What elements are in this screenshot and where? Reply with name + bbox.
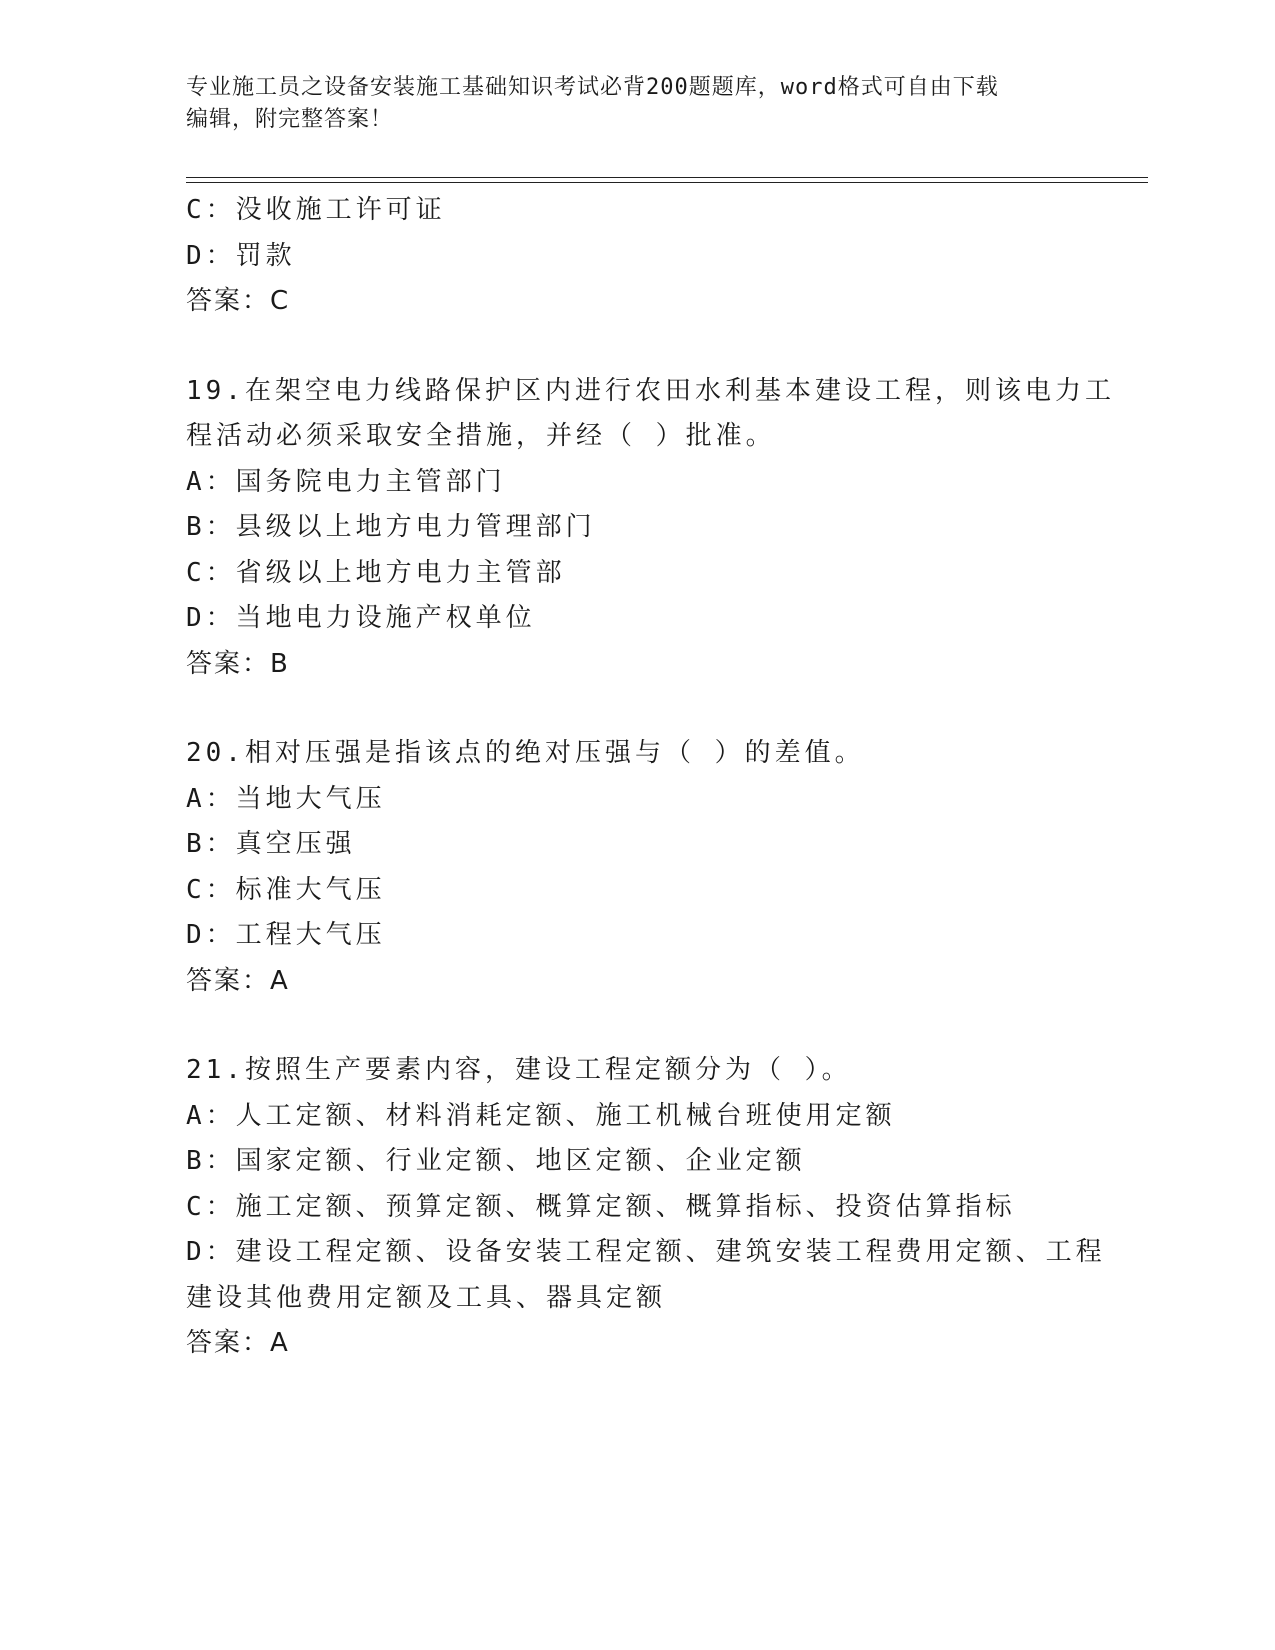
- question-21: [186, 1048, 1106, 1367]
- option-b: B：县级以上地方电力管理部门: [186, 512, 596, 542]
- option-a: A：人工定额、材料消耗定额、施工机械台班使用定额: [186, 1100, 896, 1131]
- question-stem-continued: 程活动必须采取安全措施，并经（ ）批准。: [186, 421, 776, 451]
- question-20: [186, 731, 1086, 1004]
- option-d: D：建设工程定额、设备安装工程定额、建筑安装工程费用定额、工程: [186, 1237, 1106, 1267]
- answer-line: 答案：C: [186, 286, 291, 316]
- option-a: A：国务院电力主管部门: [186, 466, 506, 497]
- question-19: [186, 369, 1115, 688]
- option-c: C：标准大气压: [186, 874, 386, 905]
- spacer: [186, 687, 1086, 731]
- option-d: D：罚款: [186, 240, 296, 271]
- answer-line: 答案：A: [186, 1328, 290, 1358]
- option-c: C：没收施工许可证: [186, 195, 446, 225]
- question-stem: 21.按照生产要素内容，建设工程定额分为（ ）。: [186, 1055, 852, 1085]
- header-title-line2: 编辑，附完整答案！: [186, 107, 394, 132]
- header-title-line1: 专业施工员之设备安装施工基础知识考试必背200题题库，word格式可自由下载: [186, 75, 999, 100]
- option-c: C：省级以上地方电力主管部: [186, 557, 566, 588]
- option-d-continued: 建设其他费用定额及工具、器具定额: [186, 1282, 667, 1313]
- option-c: C：施工定额、预算定额、概算定额、概算指标、投资估算指标: [186, 1191, 1016, 1222]
- question-stem: 20.相对压强是指该点的绝对压强与（ ）的差值。: [186, 738, 865, 768]
- page-header: [186, 72, 1086, 136]
- option-a: A：当地大气压: [186, 783, 386, 814]
- option-d: D：工程大气压: [186, 920, 386, 950]
- header-divider-bottom: [186, 182, 1148, 183]
- question-18-tail: [186, 188, 1086, 325]
- spacer: [186, 325, 1086, 369]
- question-stem: 19.在架空电力线路保护区内进行农田水利基本建设工程，则该电力工: [186, 375, 1115, 406]
- answer-line: 答案：B: [186, 648, 290, 679]
- question-content: [186, 188, 1115, 1367]
- option-b: B：国家定额、行业定额、地区定额、企业定额: [186, 1146, 806, 1176]
- option-d: D：当地电力设施产权单位: [186, 603, 536, 633]
- spacer: [186, 1004, 1086, 1048]
- option-b: B：真空压强: [186, 829, 356, 859]
- answer-line: 答案：A: [186, 965, 290, 996]
- header-divider-top: [186, 177, 1148, 178]
